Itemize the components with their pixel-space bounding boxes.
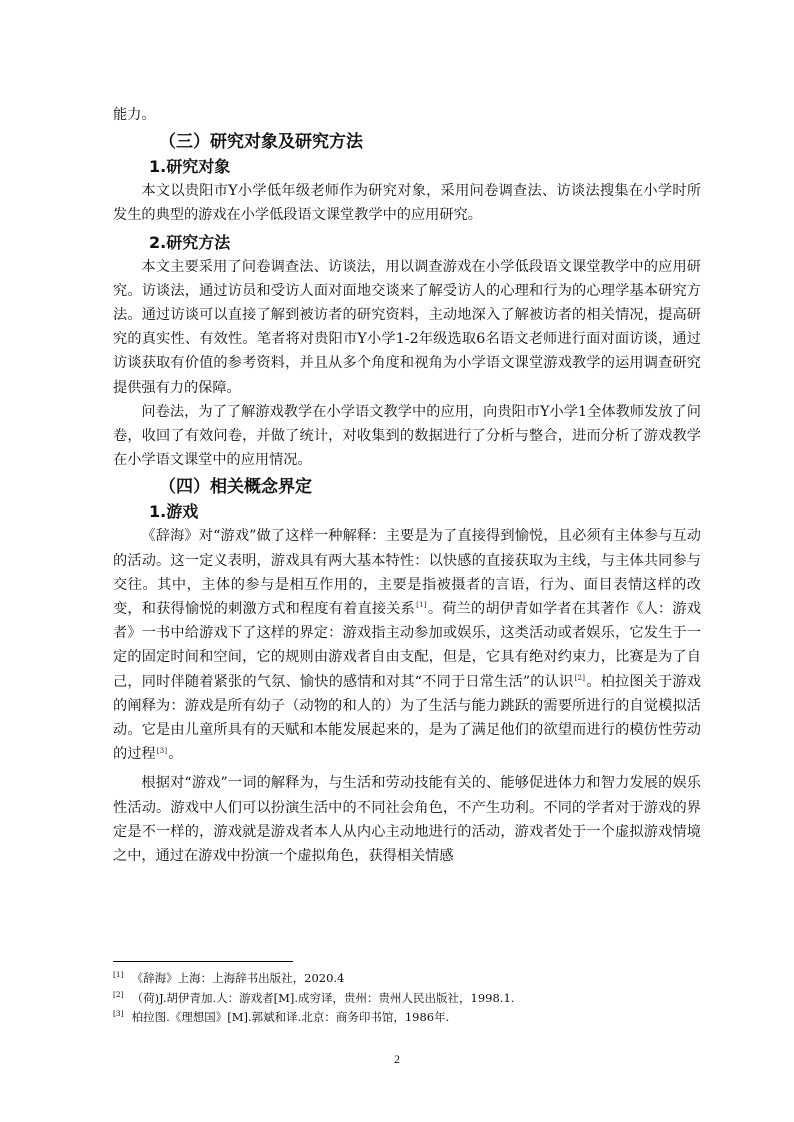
footnote-mark: [1]: [113, 970, 124, 980]
text-segment: 。: [168, 746, 183, 763]
subheading-game: 1.游戏: [149, 502, 199, 522]
footnote-item: [113, 1008, 701, 1028]
paragraph-game-definition: [113, 524, 701, 766]
section-heading-4: （四）相关概念界定: [159, 477, 312, 498]
subheading-research-method: 2.研究方法: [149, 232, 231, 252]
paragraph-research-object: 本文以贵阳市Y小学低年级老师作为研究对象，采用问卷调查法、访谈法搜集在小学时所发生的典型的游戏在小学低段语文课堂教学中的应用研究。: [113, 183, 701, 224]
footnote-text: 柏拉图.《理想国》[M].郭斌和译.北京：商务印书馆，1986年.: [131, 1010, 450, 1024]
continued-text: 能力。: [113, 107, 156, 123]
subheading-research-object: 1.研究对象: [149, 157, 231, 177]
footnote-divider: [113, 961, 293, 962]
paragraph-interview-method: 本文主要采用了问卷调查法、访谈法，用以调查游戏在小学低段语文课堂教学中的应用研究。访谈法，通过访员和受访人面对面地交谈来了解受访人的心理和行为的心理学基本研究方法。通过访谈可以直接了解到被访者的研究资料，主动地深入了解被访者的相关情况，提高研究的真实性、有效性。笔者将对贵阳市Y小学1-2年级选取6名语文老师进行面对面访谈，通过访谈获取有价值的参考资料，并且从多个角度和视角为小学语文课堂游戏教学的运用调查研究提供强有力的保障。: [113, 258, 701, 396]
footnote-ref-3[interactable]: [3]: [156, 745, 168, 755]
page-body: [113, 103, 701, 868]
footnote-text: （荷)J.胡伊青加.人：游戏者[M].成穷译，贵州：贵州人民出版社，1998.1.: [131, 990, 515, 1005]
footnotes: [113, 969, 701, 1028]
footnote-text: 《辞海》上海：上海辞书出版社，2020.4: [131, 971, 345, 985]
text-segment: 。荷兰的胡伊青如学者在其著作《人：游戏者》一书中给游戏下了这样的界定：游戏指主动参加或娱乐，这类活动或者娱乐，它发生于一定的固定时间和空间，它的规则由游戏者自由支配，但是，它具有绝对约束力，比赛是为了自己，同时伴随着紧张的气氛、愉快的感情和对其“不同于日常生活”的认识: [113, 601, 701, 690]
footnote-ref-2[interactable]: [2]: [574, 672, 586, 682]
paragraph-questionnaire-method: 问卷法，为了了解游戏教学在小学语文教学中的应用，向贵阳市Y小学1全体教师发放了问卷，收回了有效问卷，并做了统计，对收集到的数据进行了分析与整合，进而分析了游戏教学在小学语文课堂中的应用情况。: [113, 403, 701, 469]
footnote-item: [113, 969, 701, 989]
footnote-ref-1[interactable]: [1]: [416, 600, 427, 610]
footnote-mark: [2]: [113, 989, 124, 999]
paragraph-game-explanation: 根据对“游戏”一词的解释为，与生活和劳动技能有关的、能够促进体力和智力发展的娱乐性活动。游戏中人们可以扮演生活中的不同社会角色，不产生功利。不同的学者对于游戏的界定是不一样的，游戏就是游戏者本人从内心主动地进行的活动，游戏者处于一个虚拟游戏情境之中，通过在游戏中扮演一个虚拟角色，获得相关情感: [113, 775, 701, 865]
footnote-item: [113, 989, 701, 1009]
text-segment: 。柏拉图关于游戏的阐释为：游戏是所有幼子（动物的和人的）为了生活与能力跳跃的需要所进行的自觉模拟活动。它是由儿童所具有的天赋和本能发展起来的，是为了满足他们的欲望而进行的模仿性劳动的过程: [113, 673, 701, 763]
text-segment: 《辞海》对“游戏”做了这样一种解释：主要是为了直接得到愉悦，且必须有主体参与互动的活动。这一定义表明，游戏具有两大基本特性：以快感的直接获取为主线，与主体共同参与交往。其中，主体的参与是相互作用的，主要是指被摄者的言语，行为、面目表情这样的改变，和获得愉悦的刺激方式和程度有着直接关系: [113, 528, 701, 618]
section-heading-3: （三）研究对象及研究方法: [159, 132, 363, 153]
footnote-mark: [3]: [113, 1009, 124, 1019]
page-number: 2: [394, 1052, 400, 1066]
